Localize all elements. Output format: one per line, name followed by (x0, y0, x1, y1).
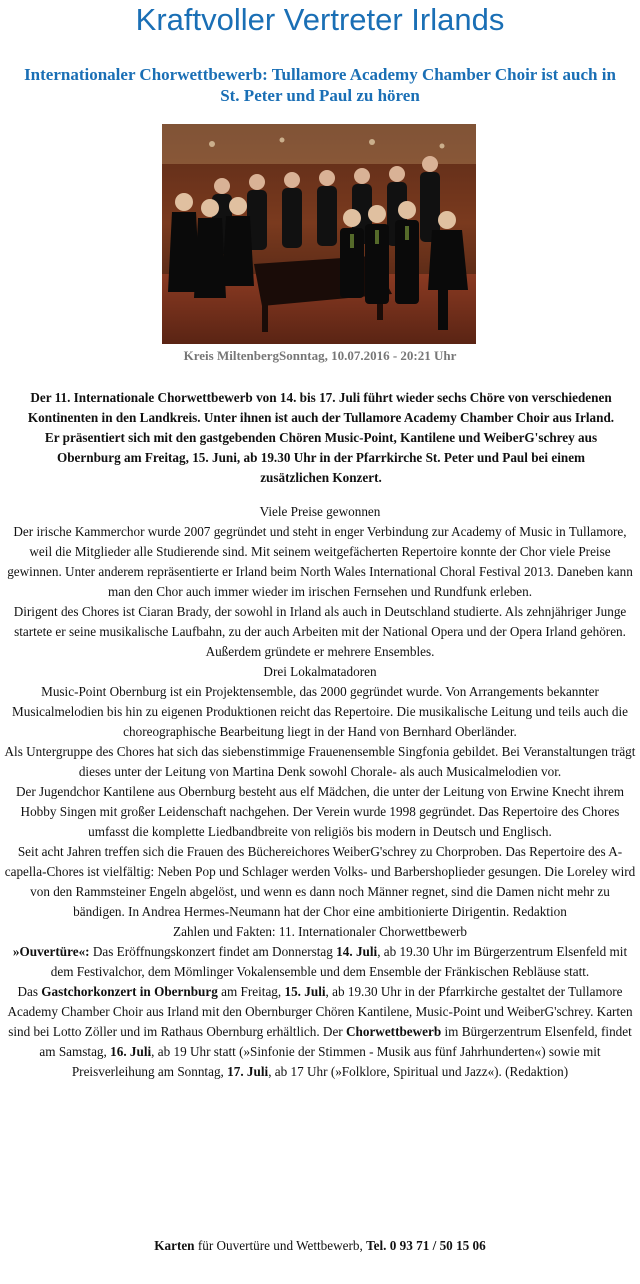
paragraph: Als Untergruppe des Chores hat sich das siebenstimmige Frauenensemble Singfonia gebildet. Bei Veranstaltungen trägt dieses unter der Leitung von Martina Denk sowohl Chorale- als auch Musicalmelodien vor. (4, 744, 636, 779)
section-heading: Drei Lokalmatadoren (263, 664, 377, 679)
text: am Freitag, (217, 984, 285, 999)
article-title: Kraftvoller Vertreter Irlands (135, 2, 505, 37)
paragraph: Dirigent des Chores ist Ciaran Brady, der sowohl in Irland als auch in Deutschland studierte. Als zehnjähriger Junge startete er seine musikalische Laufbahn, zu der auch Arbeiten mit der National Opera und der Opera Irland gehören. Außerdem gründete er mehrere Ensembles. (13, 604, 627, 659)
photo-caption: Kreis MiltenbergSonntag, 10.07.2016 - 20:21 Uhr (183, 348, 457, 363)
bold-text: Gastchorkonzert in Obernburg (41, 984, 218, 999)
bold-text: 16. Juli (110, 1044, 152, 1059)
paragraph-gastchorkonzert (4, 982, 636, 1082)
article-footer (0, 1236, 640, 1256)
article-lead: Der 11. Internationale Chorwettbewerb von 14. bis 17. Juli führt wieder sechs Chöre von verschiedenen Kontinenten in den Landkreis. Unter ihnen ist auch der Tullamore Academy Chamber Choir aus Irland. Er präsentiert sich mit den gastgebenden Chören Music-Point, Kantilene und WeiberG'schrey aus Obernburg am Freitag, 15. Juni, ab 19.30 Uhr in der Pfarrkirche St. Peter und Paul bei einem zusätzlichen Konzert. (27, 390, 615, 485)
bold-text: Chorwettbewerb (346, 1024, 442, 1039)
text: , ab 19.30 Uhr in der Pfarrkirche gestaltet der Tullamore Academy Chamber Choir aus Irland mit den Obernburger Chören Kantilene, Music-Point und WeiberG'schrey. Karten sind bei Lotto Zöller und im Rathaus Obernburg erhältlich. Der (7, 984, 633, 1039)
bold-text: Karten (154, 1238, 195, 1253)
text: , ab 17 Uhr (»Folklore, Spiritual und Jazz«). (Redaktion) (268, 1064, 569, 1079)
text: im Bürgerzentrum Elsenfeld, findet am Samstag, (39, 1024, 632, 1059)
text: , ab 19.30 Uhr im Bürgerzentrum Elsenfeld mit dem Festivalchor, dem Mömlinger Vokalensemble und dem Ensemble der Fränkischen Rebläuse statt. (50, 944, 628, 979)
bold-text: 14. Juli (336, 944, 378, 959)
paragraph: Seit acht Jahren treffen sich die Frauen des Büchereichores WeiberG'schrey zu Chorproben. Das Repertoire des A-capella-Chores ist vielfältig: Neben Pop und Schlager werden Volks- und Barbershoplieder gesungen. Die Loreley wird von den Rammsteiner Engeln abgelöst, und wenn es dann noch Männer regnet, sind die Damen nicht mehr zu bändigen. In Andrea Hermes-Neumann hat der Chor eine ambitionierte Dirigentin. Redaktion (4, 844, 636, 919)
paragraph: Music-Point Obernburg ist ein Projektensemble, das 2000 gegründet wurde. Von Arrangements bekannter Musicalmelodien bis hin zu eigenen Produktionen reicht das Repertoire. Die musikalische Leitung und teils auch die choreographische Bearbeitung liegt in der Hand von Bernhard Oberländer. (12, 684, 628, 739)
section-heading: Viele Preise gewonnen (259, 504, 381, 519)
text: Das Eröffnungskonzert findet am Donnerstag (89, 944, 337, 959)
article-subtitle: Internationaler Chorwettbewerb: Tullamore Academy Chamber Choir ist auch in St. Peter und Paul zu hören (24, 65, 616, 105)
paragraph-ouverture (4, 942, 636, 982)
section-heading: Zahlen und Fakten: 11. Internationaler Chorwettbewerb (173, 924, 467, 939)
article-body (4, 502, 636, 1082)
ticket-info (0, 1236, 640, 1256)
bold-text: »Ouvertüre«: (12, 944, 90, 959)
paragraph: Der irische Kammerchor wurde 2007 gegründet und steht in enger Verbindung zur Academy of Music in Tullamore, weil die Mitglieder alle Studierende sind. Mit seinem weitgefächerten Repertoire konnte der Chor viele Preise gewinnen. Unter anderem repräsentierte er Irland beim North Wales International Choral Festival 2013. Daneben kann man den Chor auch immer wieder im irischen Fernsehen und Rundfunk erleben. (7, 524, 633, 599)
text: für Ouvertüre und Wettbewerb, (194, 1238, 367, 1253)
choir-photo (162, 124, 476, 344)
text: , ab 19 Uhr statt (»Sinfonie der Stimmen - Musik aus fünf Jahrhunderten«) sowie mit Preisverleihung am Sonntag, (71, 1044, 601, 1079)
paragraph: Der Jugendchor Kantilene aus Obernburg besteht aus elf Mädchen, die unter der Leitung von Erwine Knecht ihrem Hobby Singen mit großer Leidenschaft nachgehen. Der Verein wurde 1998 gegründet. Das Repertoire des Chores umfasst die komplette Liedbandbreite von religiös bis modern in Deutsch und Englisch. (15, 784, 624, 839)
bold-text: 15. Juli (284, 984, 326, 999)
bold-text: 17. Juli (227, 1064, 269, 1079)
phone-number: Tel. 0 93 71 / 50 15 06 (366, 1238, 486, 1253)
text: Das (17, 984, 42, 999)
